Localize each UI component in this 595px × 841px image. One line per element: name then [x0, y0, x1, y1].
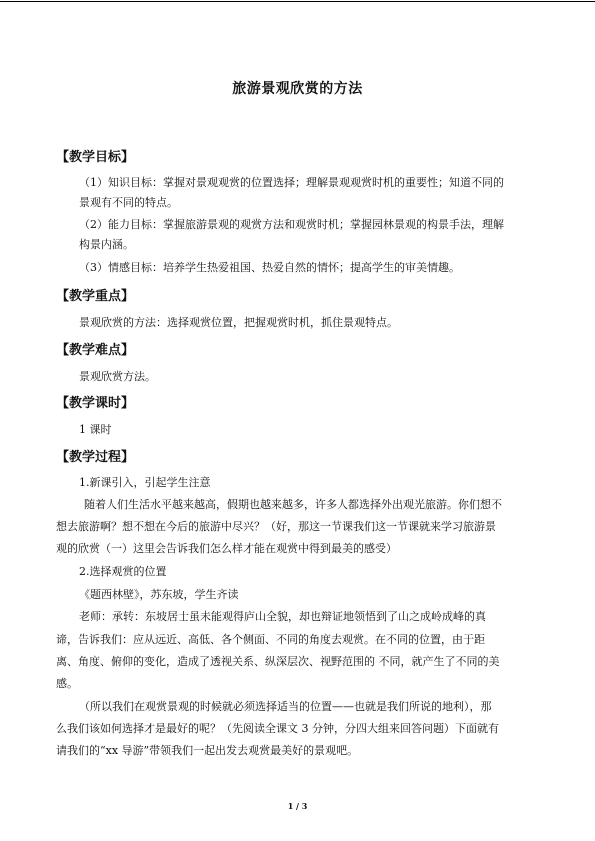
section-heading-key-points: 【教学重点】	[56, 289, 135, 304]
hours-text: 1 课时	[79, 423, 112, 436]
objective-3-line1: （3）情感目标：培养学生热爱祖国、热爱自然的情怀；提高学生的审美情趣。	[79, 261, 460, 274]
process-step1-line2: 想去旅游啊？想不想在今后的旅游中尽兴？（好，那这一节课我们这一节课就来学习旅游景	[56, 520, 496, 533]
section-heading-hours: 【教学课时】	[56, 396, 135, 411]
process-teacher-line1: 老师：承转：东坡居士虽未能观得庐山全貌，却也辩证地领悟到了山之成岭成峰的真	[79, 610, 486, 623]
document-title: 旅游景观欣赏的方法	[232, 81, 363, 97]
difficulties-text: 景观欣赏方法。	[79, 370, 156, 383]
process-poem-line: 《题西林壁》，苏东坡，学生齐读	[79, 588, 239, 601]
process-closing-line3: 请我们的“xx 导游”带领我们一起出发去观赏最美好的景观吧。	[56, 744, 359, 757]
page-number: 1 / 3	[287, 801, 308, 811]
section-heading-difficulties: 【教学难点】	[56, 343, 135, 358]
section-heading-objectives: 【教学目标】	[56, 150, 135, 165]
process-step2-title: 2.选择观赏的位置	[79, 565, 167, 578]
process-step1-line3: 观的欣赏（一）这里会告诉我们怎么样才能在观赏中得到最美的感受）	[56, 542, 397, 555]
section-heading-process: 【教学过程】	[56, 450, 135, 465]
objective-1-line2: 景观有不同的特点。	[79, 196, 178, 209]
objective-2-line1: （2）能力目标：掌握旅游景观的观赏方法和观赏时机；掌握园林景观的构景手法，理解	[79, 218, 504, 231]
objective-1-line1: （1）知识目标：掌握对景观观赏的位置选择；理解景观观赏时机的重要性；知道不同的	[79, 176, 504, 189]
process-teacher-line3: 离、角度、俯仰的变化，造成了透视关系、纵深层次、视野范围的 不同，就产生了不同的美	[56, 655, 500, 668]
process-closing-line1: （所以我们在观赏景观的时候就必须选择适当的位置——也就是我们所说的地利），那	[79, 700, 492, 713]
key-points-text: 景观欣赏的方法：选择观赏位置，把握观赏时机，抓住景观特点。	[79, 316, 398, 329]
objective-2-line2: 构景内涵。	[79, 238, 134, 251]
process-teacher-line4: 感。	[56, 677, 78, 690]
process-closing-line2: 么我们该如何选择才是最好的呢？（先阅读全课文 3 分钟，分四大组来回答问题）下面就有	[56, 722, 499, 735]
process-step1-title: 1.新课引入，引起学生注意	[79, 476, 211, 489]
process-teacher-line2: 谛，告诉我们：应从远近、高低、各个侧面、不同的角度去观赏。在不同的位置，由于距	[56, 633, 485, 646]
top-rule	[0, 1, 595, 2]
process-step1-line1: 随着人们生活水平越来越高，假期也越来越多，许多人都选择外出观光旅游。你们想不	[84, 498, 502, 511]
